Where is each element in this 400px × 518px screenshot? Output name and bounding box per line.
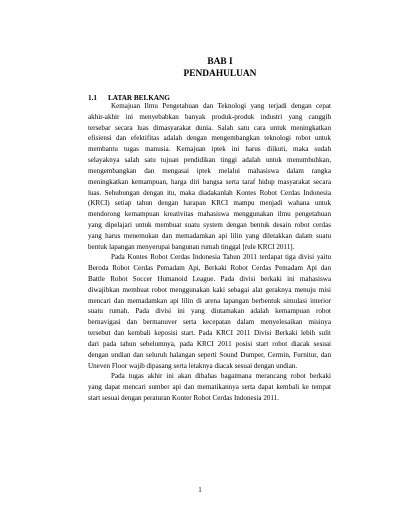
paragraph-line: mendorong kemampuan kreativitas mahasiswa menggunakan ilmu pengetahuan (88, 210, 331, 219)
paragraph-line: mengembangkan dan mengasai iptek melalui mahasiswa dalam rangka (88, 166, 331, 175)
paragraph-line: (KRCI) setiap tahun dengan harapan KRCI mampu menjadi wahana untuk (88, 199, 331, 208)
section-title: LATAR BELKANG (108, 94, 170, 102)
paragraph-line: tersebar secara luas dimasyarakat dunia. Salah satu cara untuk meningkatkan (88, 123, 331, 132)
paragraph-line: mencari dan memadamkan api lilin di arena lapangan berbentuk simulasi interior (88, 296, 331, 305)
paragraph-line: bentuk lapangan menyerupai bangunan rumah tinggal [rule KRCI 2011]. (88, 242, 295, 251)
paragraph-line: meningkatkan kemampuan, harga diri bangsa serta taraf hidup masyarakat secara (88, 177, 331, 186)
chapter-number: BAB I (207, 57, 233, 67)
paragraph-line: Pada tugas akhir ini akan dibahas bagaimana merancang robot berkaki (111, 372, 331, 381)
paragraph-line: bernavigasi dan bermanuver serta kecepatan dalam menyelesaikan misinya (88, 318, 331, 327)
paragraph-line: efisiensi dan efektifitas adalah dengan mengembangkan teknologi robot untuk (88, 134, 331, 143)
paragraph-line: Beroda Robot Cerdas Pemadam Api, Berkaki Robot Cerdas Pemadam Api dan (88, 264, 331, 273)
paragraph-line: membantu tugas manusia. Kemajuan iptek ini harus diikuti, maka sudah (88, 145, 331, 154)
paragraph-line: diwajibkan membuat robot menggunakan kaki sebagai alat geraknya menuju misi (88, 285, 331, 294)
paragraph-line: Battle Robot Soccer Humanoid League. Pada divisi berkaki ini mahasiswa (88, 275, 331, 284)
paragraph-line: dengan undian dan seluruh halangan seperti Sound Dumper, Cermin, Furnitur, dan (88, 350, 331, 359)
paragraph-line: tersebut dan kembali keposisi start. Pada KRCI 2011 Divisi Berkaki lebih sulit (88, 329, 331, 338)
paragraph-line: luas. Sehubungan dengan itu, maka diadakanlah Kontes Robot Cerdas Indonesia (88, 188, 331, 197)
page-number: 1 (198, 486, 202, 494)
paragraph-line: Kemajuan Ilmu Pengetahuan dan Teknologi yang terjadi dengan cepat (111, 102, 331, 110)
paragraph-line: Pada Kontes Robot Cerdas Indonesia Tahun 2011 terdapat tiga divisi yaitu (111, 253, 331, 262)
paragraph-line: selayaknya salah satu tujuan pendidikan tinggi adalah untuk menumbuhkan, (88, 156, 331, 165)
paragraph-line: yang dapat mencari sumber api dan mematikannya serta dapat kembali ke tempat (88, 383, 331, 392)
paragraph-line: yang harus menemukan dan memadamkan api lilin yang diletakkan dalam suatu (88, 231, 331, 240)
paragraph-line: Uneven Floor wajib dipasang serta letaknya diacak sesuai dengan undian. (88, 361, 298, 370)
section-number: 1.1 (88, 94, 97, 102)
paragraph-line: suatu rumah. Pada divisi ini yang diutamakan adalah kemampuan robot (88, 307, 331, 316)
paragraph-line: dari pada tahun sebelumnya, pada KRCI 2011 posisi start robot diacak sesuai (88, 339, 331, 348)
paragraph-line: start sesuai dengan peraturan Konter Robot Cerdas Indonesia 2011. (88, 394, 280, 402)
paragraph-line: akhir-akhir ini menyebabkan banyak produk-produk industri yang canggih (88, 112, 331, 121)
chapter-title: PENDAHULUAN (183, 69, 257, 79)
paragraph-line: yang dipelajari untuk membuat suatu system dengan bentuk desain robot cerdas (88, 220, 331, 229)
